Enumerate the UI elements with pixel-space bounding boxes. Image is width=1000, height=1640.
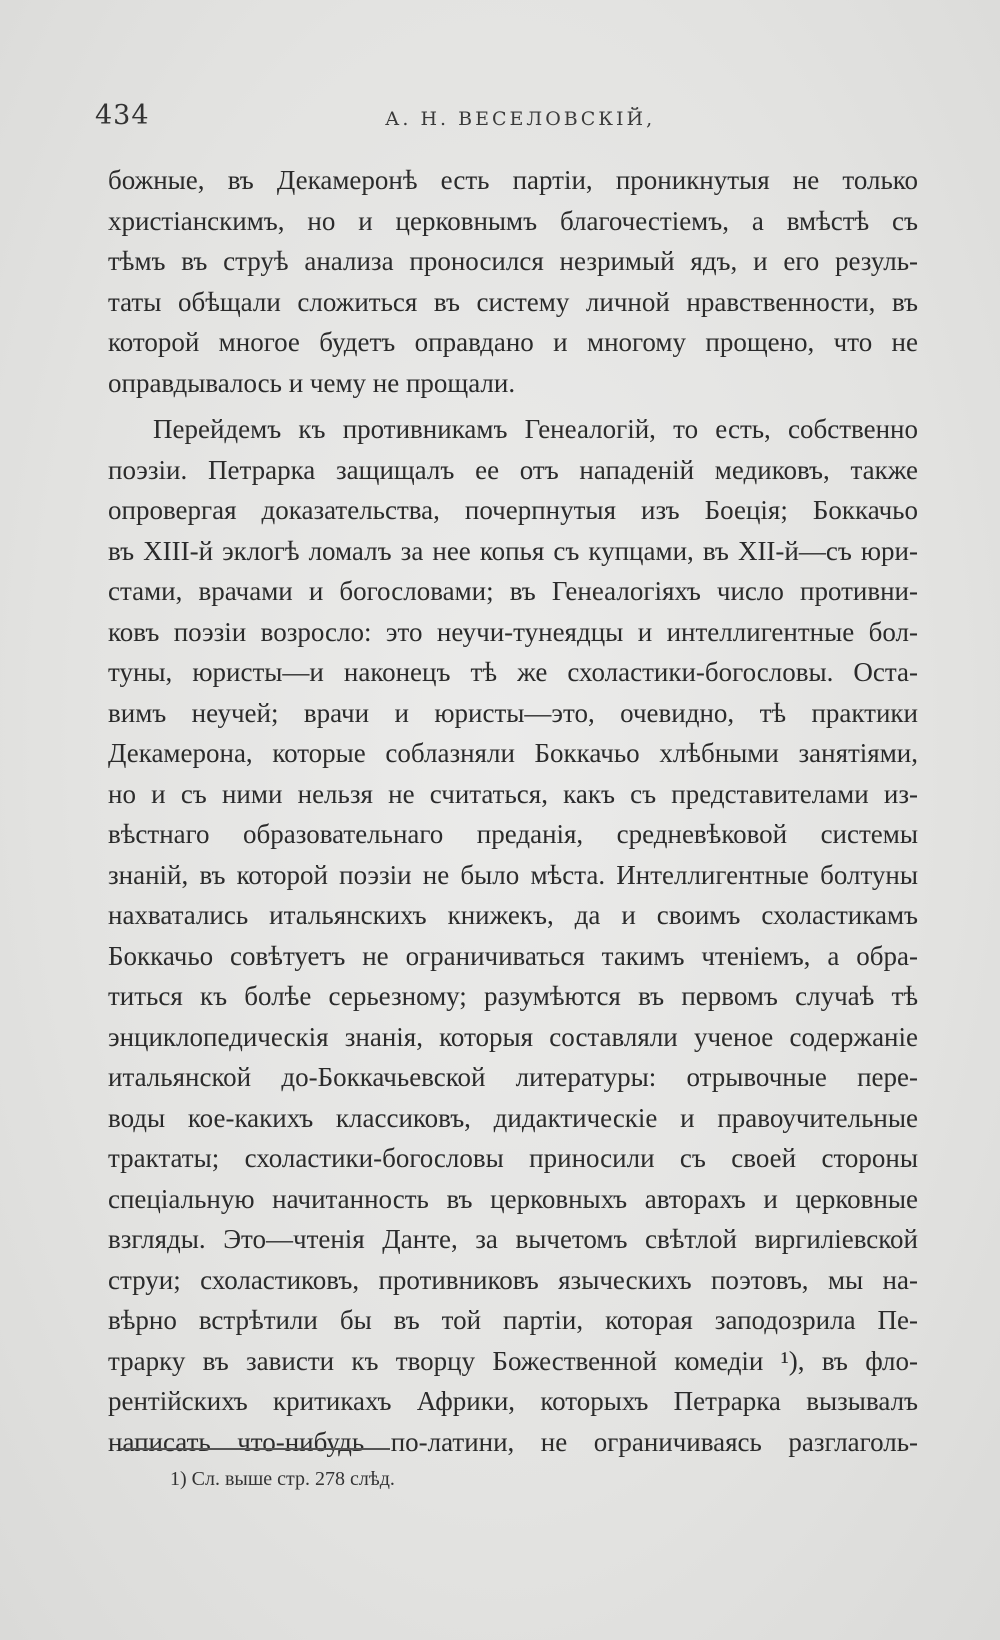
text-line: таты обѣщали сложиться въ систему личной нравственности, въ	[108, 286, 918, 317]
text-line: божные, въ Декамеронѣ есть партіи, проникнутыя не только	[108, 165, 918, 195]
text-line: рентійскихъ критикахъ Африки, которыхъ Петрарка вызывалъ	[108, 1386, 918, 1416]
text-line: въ XIII-й эклогѣ ломалъ за нее копья съ купцами, въ XII-й—съ юри-	[108, 535, 918, 566]
text-line: Боккачьо совѣтуетъ не ограничиваться такимъ чтеніемъ, а обра-	[108, 940, 918, 971]
text-line: поэзіи. Петрарка защищалъ ее отъ нападеній медиковъ, также	[108, 454, 918, 485]
text-line: но и съ ними нельзя не считаться, какъ съ представителами из-	[108, 778, 918, 809]
running-head: А. Н. ВЕСЕЛОВСКІЙ,	[385, 108, 656, 130]
footnote-divider	[120, 1448, 390, 1450]
body-text	[108, 160, 918, 1462]
text-line: оправдывалось и чему не прощали.	[108, 367, 516, 398]
text-line: опровергая доказательства, почерпнутыя изъ Боеція; Боккачьо	[108, 495, 918, 525]
text-line: написать что-нибудь по-латини, не ограничиваясь разглаголь-	[108, 1426, 918, 1457]
text-line: трарку въ зависти къ творцу Божественной комедіи ¹), въ фло-	[108, 1345, 918, 1376]
footnote: 1) Сл. выше стр. 278 слѣд.	[170, 1468, 395, 1490]
text-line: которой многое будетъ оправдано и многому прощено, что не	[108, 327, 918, 357]
text-line: Перейдемъ къ противникамъ Генеалогій, то есть, собственно	[153, 414, 918, 444]
page-header	[95, 100, 915, 140]
paragraph-2	[108, 409, 918, 1462]
text-line: вѣстнаго образовательнаго преданія, средневѣковой системы	[108, 819, 918, 849]
paragraph-1	[108, 160, 918, 403]
text-line: струи; схоластиковъ, противниковъ языческихъ поэтовъ, мы на-	[108, 1264, 918, 1295]
text-line: Декамерона, которые соблазняли Боккачьо хлѣбными занятіями,	[108, 738, 918, 768]
text-line: спеціальную начитанность въ церковныхъ авторахъ и церковные	[108, 1183, 918, 1214]
text-line: взгляды. Это—чтенія Данте, за вычетомъ свѣтлой виргиліевской	[108, 1224, 918, 1254]
text-line: христіанскимъ, но и церковнымъ благочестіемъ, а вмѣстѣ съ	[108, 205, 918, 236]
text-line: туны, юристы—и наконецъ тѣ же схоластики-богословы. Оста-	[108, 657, 918, 687]
text-line: нахватались итальянскихъ книжекъ, да и своимъ схоластикамъ	[108, 900, 918, 930]
text-line: тѣмъ въ струѣ анализа проносился незримый ядъ, и его резуль-	[108, 246, 918, 276]
text-line: стами, врачами и богословами; въ Генеалогіяхъ число противни-	[108, 576, 918, 606]
text-line: вимъ неучей; врачи и юристы—это, очевидно, тѣ практики	[108, 697, 918, 728]
text-line: ковъ поэзіи возросло: это неучи-тунеядцы и интеллигентные бол-	[108, 616, 918, 647]
text-line: титься къ болѣе серьезному; разумѣются въ первомъ случаѣ тѣ	[108, 981, 918, 1011]
text-line: воды кое-какихъ классиковъ, дидактическіе и правоучительные	[108, 1102, 918, 1133]
text-line: итальянской до-Боккачьевской литературы: отрывочные пере-	[108, 1062, 918, 1092]
text-line: трактаты; схоластики-богословы приносили съ своей стороны	[108, 1143, 918, 1173]
text-line: вѣрно встрѣтили бы въ той партіи, которая заподозрила Пе-	[108, 1305, 918, 1335]
text-line: энциклопедическія знанія, которыя составляли ученое содержаніе	[108, 1021, 918, 1052]
text-line: знаній, въ которой поэзіи не было мѣста. Интеллигентные болтуны	[108, 859, 918, 890]
page-number: 434	[95, 100, 150, 131]
